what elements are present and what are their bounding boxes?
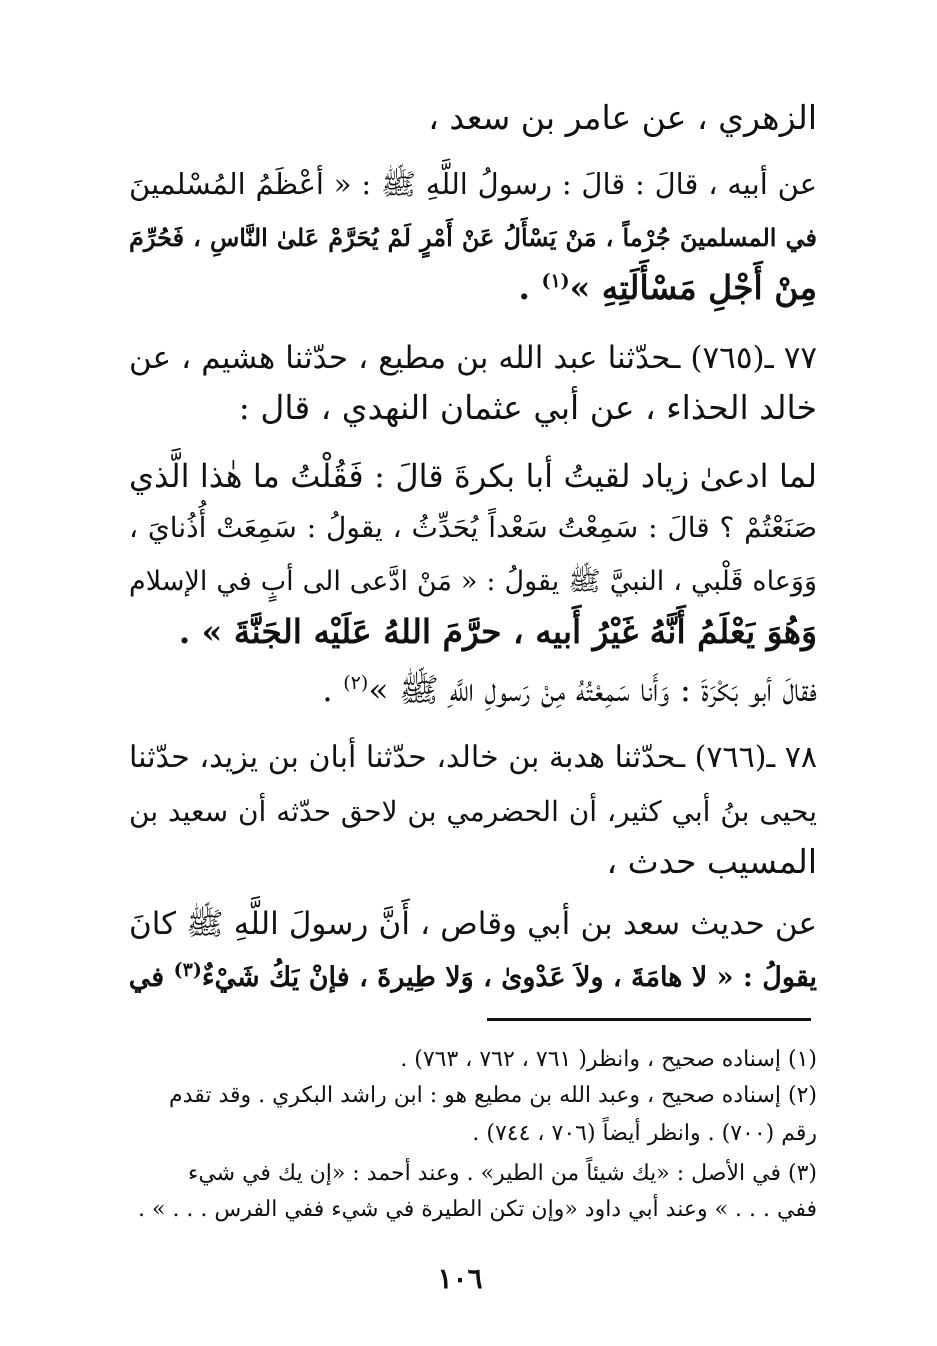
text-span: المسيب حدث ، [606,842,817,881]
footnote-1 [400,1046,817,1074]
footnote-text: رقم (٧٠٠) . وانظر أيضاً (٧٠٦ ، ٧٤٤) . [472,1121,817,1146]
text-line-11 [322,670,817,710]
text-line-10 [179,612,817,652]
footnote-text: (٣) في الأصل : «يك شيئاً من الطير» . وعند أحمد : «إن يك في شيء [187,1161,817,1186]
text-span: صَنَعْتُمْ ؟ قالَ : سَمِعْتُ سَعْداً يُحَدِّثُ ، يقولُ : سَمِعَتْ أُذُنايَ ، [129,511,817,544]
text-span: ٧٧ ـ(٧٦٥) ـحدّثنا عبد الله بن مطيع ، حدّثنا هشيم ، عن [129,340,818,376]
text-line-15 [129,904,817,944]
text-span: الزهري ، عن عامر بن سعد ، [428,98,817,137]
text-line-6 [239,388,817,428]
text-span: ٧٨ ـ(٧٦٦) ـحدّثنا هدبة بن خالد، حدّثنا أبان بن يزيد، حدّثنا [129,740,818,775]
text-span: . [518,268,542,307]
text-span: يقولُ : « لا هامَةَ ، ولاَ عَدْوىٰ ، وَلا طِيرةَ ، فإنْ يَكُ شَيْءٌ [201,962,817,993]
text-span: خالد الحذاء ، عن أبي عثمان النهدي ، قال : [238,388,817,427]
footnote-ref-2: (٢) [343,672,369,694]
text-line-13 [129,792,817,832]
footnote-text: (١) إسناده صحيح ، وانظر( ٧٦١ ، ٧٦٢ ، ٧٦٣) . [400,1047,817,1072]
text-span: عن أبيه ، قالَ : قالَ : رسولُ اللَّهِ ﷺ : « أعْظَمُ المُسْلمينَ [129,167,817,201]
text-line-8 [129,508,817,548]
text-line-3 [129,218,817,258]
footnote-text: ففي . . . » وعند أبي داود «وإن تكن الطيرة في شيء ففي الفرس . . . » . [138,1197,817,1222]
footnote-3-line-2 [138,1196,817,1224]
footnote-ref-1: (١) [541,270,570,292]
text-span: . [322,670,344,709]
text-line-2 [129,164,817,204]
text-span: في [128,962,174,993]
text-span: فقالَ أبو بَكْرَةَ : وَأَنا سَمِعْتُهُ مِنْ رَسولِ اللَّهِ ﷺ » [368,670,817,709]
text-line-1 [428,98,817,138]
text-span: وَوَعاه قَلْبي ، النبيَّ ﷺ يقولُ : « مَنْ ادَّعى الى أبٍ في الإسلام [129,566,817,597]
text-line-4 [518,268,817,308]
text-line-16 [129,958,817,998]
text-line-7 [129,456,817,496]
page-number: ١٠٦ [437,1262,483,1295]
text-span: يحيى بنُ أبي كثير، أن الحضرمي بن لاحق حدّثه أن سعيد بن [129,795,817,828]
text-line-9 [129,562,817,602]
hadith-77-header [129,338,817,378]
text-span: لما ادعىٰ زياد لقيتُ أبا بكرةَ قالَ : فَقُلْتُ ما هٰذا الَّذي [129,457,817,495]
text-span: في المسلمينَ جُرْماً ، مَنْ يَسْأَلُ عَنْ أَمْرٍ لَمْ يُحَرَّمْ عَلىٰ النَّاسِ ، فَحُرِّمَ [129,223,817,252]
footnote-divider [487,1018,811,1021]
text-line-14 [606,842,817,882]
footnote-ref-3: (٣) [173,959,202,981]
footnote-text: (٢) إسناده صحيح ، وعبد الله بن مطيع هو : ابن راشد البكري . وقد تقدم [169,1083,817,1108]
hadith-78-header [129,738,817,778]
footnote-3-line-1 [188,1160,817,1188]
text-span: مِنْ أَجْلِ مَسْأَلَتِهِ » [569,268,817,307]
text-span: عن حديث سعد بن أبي وقاص ، أَنَّ رسولَ اللَّهِ ﷺ كانَ [129,906,817,942]
footnote-2-line-1 [169,1082,817,1110]
text-span: وَهُوَ يَعْلَمُ أَنَّهُ غَيْرُ أَبيه ، حرَّمَ اللهُ عَلَيْه الجَنَّةَ » . [178,612,817,651]
footnote-2-line-2 [472,1120,817,1148]
